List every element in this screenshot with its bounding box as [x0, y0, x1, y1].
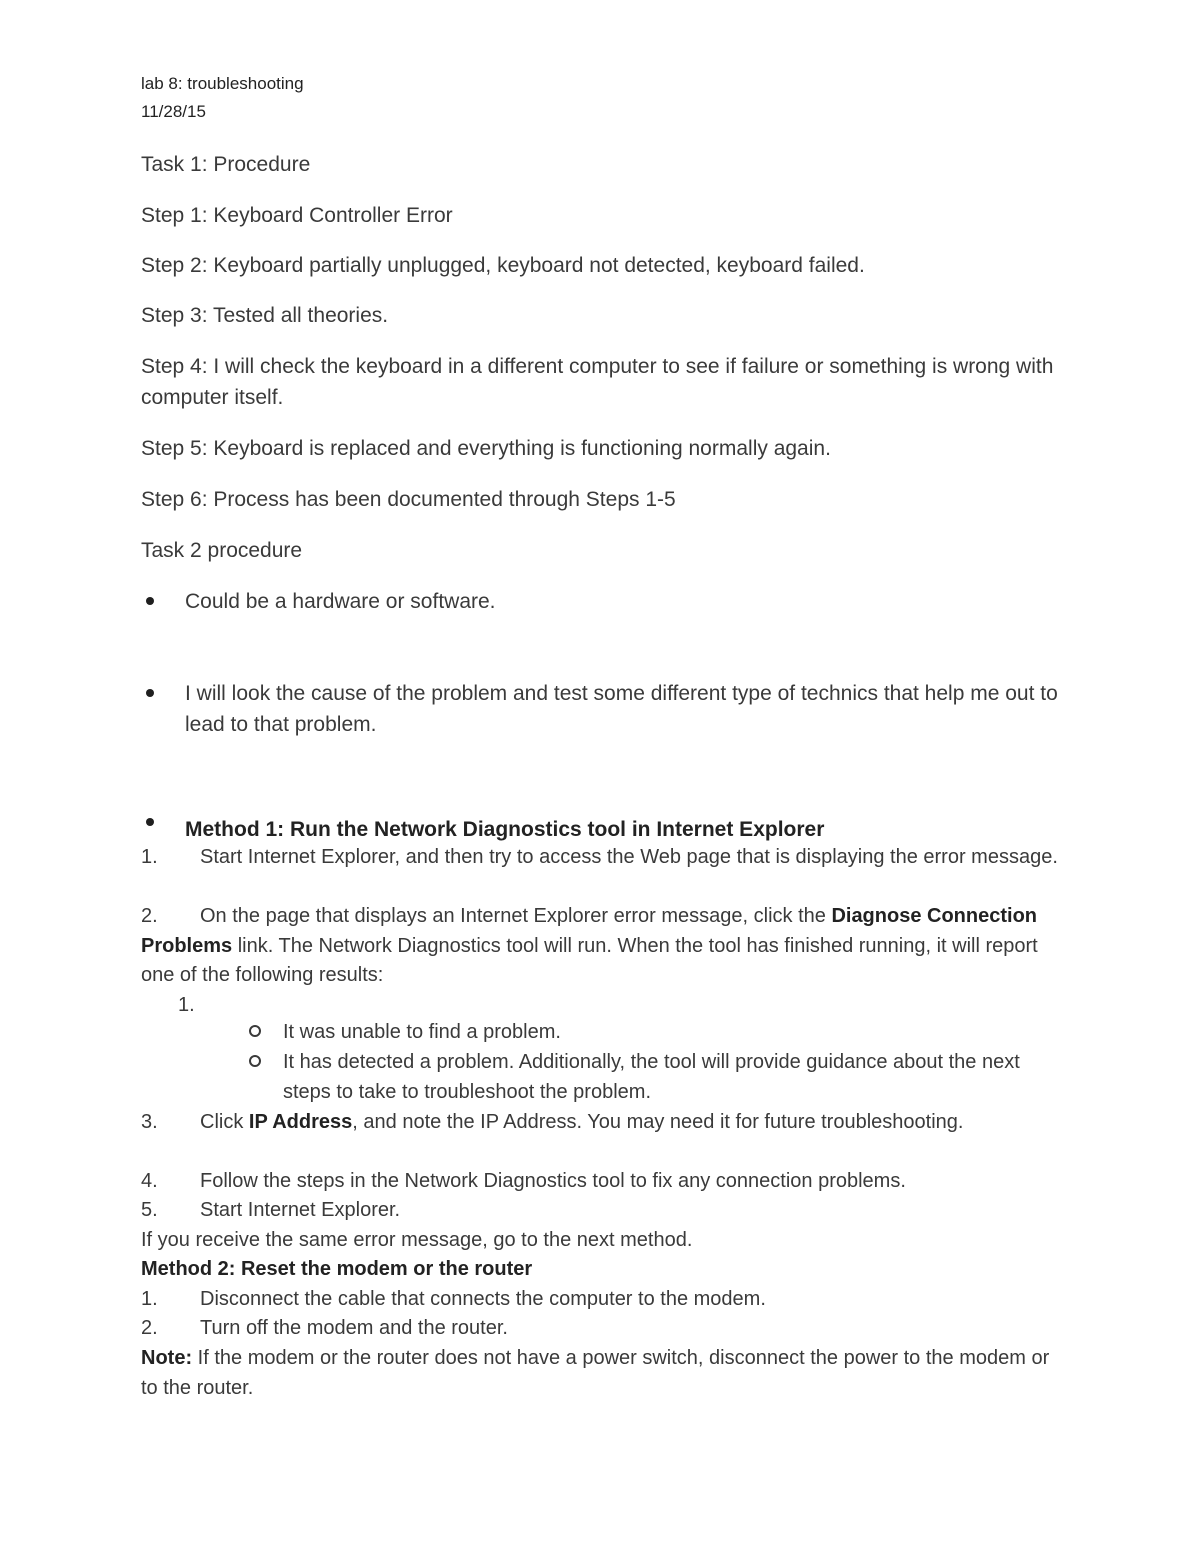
task1-step-4: Step 4: I will check the keyboard in a different computer to see if failure or something is wrong with computer itself. — [141, 355, 1054, 409]
step-number: 5. — [141, 1199, 158, 1221]
step-text: Disconnect the cable that connects the computer to the modem. — [200, 1288, 766, 1310]
doc-title: lab 8: troubleshooting — [141, 74, 304, 93]
step-number: 2. — [141, 905, 158, 927]
method1-step-4 — [141, 1167, 1071, 1197]
circle-bullet-icon — [249, 1055, 261, 1067]
bullet-icon — [146, 689, 154, 697]
task1-heading: Task 1: Procedure — [141, 153, 311, 176]
step-number: 3. — [141, 1111, 158, 1133]
method2-heading-text: Method 2: Reset the modem or the router — [141, 1258, 533, 1280]
diagnose-link-label: Diagnose Connection Problems — [141, 905, 1038, 957]
task1-step-2: Step 2: Keyboard partially unplugged, keyboard not detected, keyboard failed. — [141, 254, 865, 277]
task2-bullet-1: Could be a hardware or software. — [185, 590, 496, 613]
bullet-icon — [146, 818, 154, 826]
bullet-icon — [146, 597, 154, 605]
method2-step-1 — [141, 1285, 1071, 1315]
step-number: 1. — [141, 1288, 158, 1310]
step-number: 4. — [141, 1170, 158, 1192]
step-text: On the page that displays an Internet Explorer error message, click the — [200, 905, 832, 927]
note-text: If the modem or the router does not have a power switch, disconnect the power to the modem or to the router. — [141, 1347, 1050, 1399]
method1-footer: If you receive the same error message, go to the next method. — [141, 1229, 693, 1251]
method1-sub-number: 1. — [178, 994, 195, 1016]
circle-bullet-icon — [249, 1025, 261, 1037]
step-number: 1. — [141, 846, 158, 868]
task2-heading: Task 2 procedure — [141, 539, 303, 562]
step-text: Follow the steps in the Network Diagnostics tool to fix any connection problems. — [200, 1170, 906, 1192]
step-text: , and note the IP Address. You may need it for future troubleshooting. — [352, 1111, 964, 1133]
task2-bullet-2: I will look the cause of the problem and test some different type of technics that help me out to lead to that problem. — [185, 682, 1058, 736]
method1-heading-text: Method 1: Run the Network Diagnostics tool in Internet Explorer — [185, 818, 825, 841]
result-1: It was unable to find a problem. — [283, 1021, 561, 1043]
task1-step-3: Step 3: Tested all theories. — [141, 304, 389, 327]
task1-step-6: Step 6: Process has been documented through Steps 1-5 — [141, 488, 676, 511]
method2-heading — [141, 1255, 1071, 1285]
method2-step-2 — [141, 1314, 1071, 1344]
method1-step-2 — [141, 902, 1071, 991]
doc-date: 11/28/15 — [141, 102, 206, 121]
step-text: Click — [200, 1111, 249, 1133]
task1-step-5: Step 5: Keyboard is replaced and everything is functioning normally again. — [141, 437, 831, 460]
method2-note — [141, 1344, 1071, 1403]
method1-heading — [185, 814, 1065, 845]
method1-step-5 — [141, 1196, 1071, 1226]
step-text: Start Internet Explorer. — [200, 1199, 401, 1221]
step-text: link. The Network Diagnostics tool will run. When the tool has finished running, it will report one of the following results: — [141, 934, 1038, 986]
method1-step-1 — [141, 843, 1071, 873]
step-number: 2. — [141, 1317, 158, 1339]
task1-step-1: Step 1: Keyboard Controller Error — [141, 204, 453, 227]
method1-step-3 — [141, 1108, 1071, 1138]
step-text: Start Internet Explorer, and then try to access the Web page that is displaying the error message. — [200, 846, 1058, 868]
result-2: It has detected a problem. Additionally, the tool will provide guidance about the next steps to take to troubleshoot the problem. — [283, 1051, 1020, 1103]
note-label: Note: — [141, 1347, 193, 1369]
ip-address-label: IP Address — [248, 1111, 353, 1133]
step-text: Turn off the modem and the router. — [200, 1317, 508, 1339]
